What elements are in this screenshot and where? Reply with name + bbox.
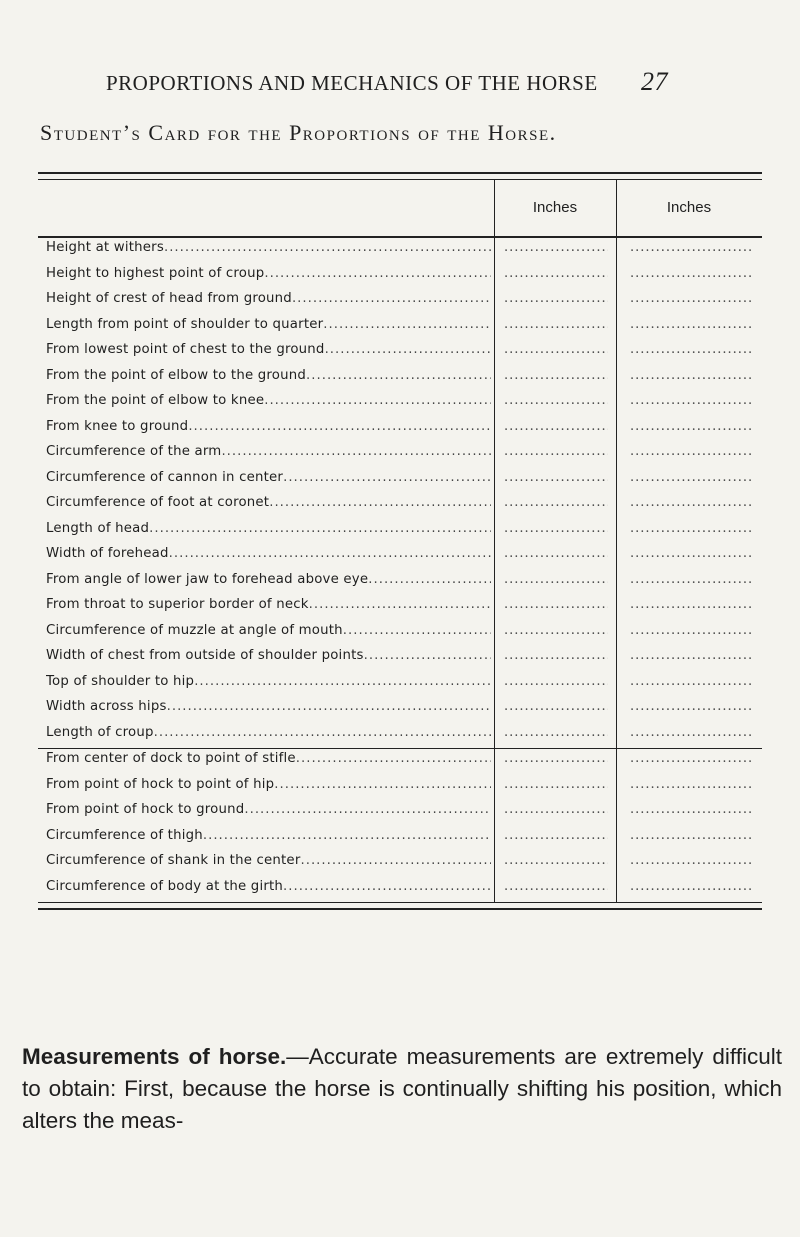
inches-blank-1	[504, 291, 608, 313]
measurement-label-text: From lowest point of chest to the ground	[46, 342, 325, 357]
inches-blank-1	[504, 597, 608, 619]
table-row	[38, 595, 762, 621]
inches-blank-1	[504, 751, 608, 773]
inches-blank-2	[630, 725, 754, 747]
inches-blank-2	[630, 368, 754, 390]
table-row	[38, 697, 762, 723]
measurement-label	[46, 266, 491, 288]
table-row	[38, 800, 762, 826]
table-row	[38, 519, 762, 545]
inches-blank-2	[630, 853, 754, 875]
inches-blank-2	[630, 266, 754, 288]
inches-blank-1	[504, 317, 608, 339]
table-row	[38, 468, 762, 494]
inches-blank-2	[630, 291, 754, 313]
table-row	[38, 289, 762, 315]
inches-blank-2	[630, 751, 754, 773]
measurement-label-text: Height to highest point of croup	[46, 265, 265, 281]
measurement-label	[46, 751, 491, 773]
inches-blank-1	[504, 393, 608, 415]
body-paragraph	[22, 1041, 782, 1137]
table-row	[38, 366, 762, 392]
measurement-label-text: Height of crest of head from ground	[46, 291, 292, 306]
inches-blank-2	[630, 495, 754, 517]
inches-blank-2	[630, 572, 754, 594]
inches-blank-2	[630, 470, 754, 492]
table-row	[38, 851, 762, 877]
inches-blank-2	[630, 699, 754, 721]
measurement-label-text: Circumference of thigh	[46, 827, 203, 843]
card-title: Student’s Card for the Proportions of the Horse.	[40, 120, 557, 145]
measurement-label	[46, 393, 491, 415]
measurement-label-text: Circumference of foot at coronet	[46, 495, 270, 510]
measurement-label	[46, 572, 491, 594]
column-header-inches-1: Inches	[532, 199, 578, 216]
measurement-label	[46, 597, 491, 619]
measurement-label-text: Length from point of shoulder to quarter	[46, 316, 324, 332]
inches-blank-2	[630, 393, 754, 415]
inches-blank-1	[504, 368, 608, 390]
table-top-rule	[38, 172, 762, 180]
measurement-label-text: From knee to ground	[46, 418, 189, 434]
measurement-label	[46, 699, 491, 721]
inches-blank-1	[504, 879, 608, 901]
measurement-label-text: From point of hock to ground	[46, 802, 245, 817]
measurement-label-text: From throat to superior border of neck	[46, 597, 309, 612]
measurement-label	[46, 240, 491, 262]
table-row	[38, 493, 762, 519]
measurement-label	[46, 495, 491, 517]
table-row	[38, 723, 762, 749]
table-row	[38, 775, 762, 801]
measurement-label	[46, 470, 491, 492]
measurement-label	[46, 725, 491, 747]
measurement-label	[46, 802, 491, 824]
measurement-label	[46, 419, 491, 441]
inches-blank-2	[630, 342, 754, 364]
table-row	[38, 391, 762, 417]
table-row	[38, 621, 762, 647]
inches-blank-2	[630, 674, 754, 696]
inches-blank-1	[504, 699, 608, 721]
table-row	[38, 417, 762, 443]
inches-blank-2	[630, 317, 754, 339]
table-row	[38, 646, 762, 672]
inches-blank-1	[504, 546, 608, 568]
inches-blank-2	[630, 419, 754, 441]
inches-blank-1	[504, 674, 608, 696]
inches-blank-1	[504, 802, 608, 824]
inches-blank-1	[504, 419, 608, 441]
inches-blank-1	[504, 266, 608, 288]
inches-blank-1	[504, 521, 608, 543]
column-header-inches-2: Inches	[666, 199, 712, 216]
inches-blank-1	[504, 853, 608, 875]
inches-blank-1	[504, 470, 608, 492]
measurement-label	[46, 623, 491, 645]
measurement-label-text: Circumference of cannon in center	[46, 469, 284, 485]
measurement-label	[46, 368, 491, 390]
running-head-title: PROPORTIONS AND MECHANICS OF THE HORSE	[106, 71, 598, 95]
measurement-label-text: Width across hips	[46, 699, 167, 714]
inches-blank-2	[630, 546, 754, 568]
table-row	[38, 238, 762, 264]
inches-blank-2	[630, 240, 754, 262]
measurement-label	[46, 546, 491, 568]
measurement-table	[38, 172, 762, 910]
measurement-label-text: Length of croup	[46, 724, 154, 740]
measurement-label-text: Width of forehead	[46, 546, 169, 561]
inches-blank-1	[504, 777, 608, 799]
table-row	[38, 570, 762, 596]
measurement-label	[46, 777, 491, 799]
measurement-label-text: Circumference of the arm	[46, 444, 222, 459]
inches-blank-1	[504, 648, 608, 670]
table-row	[38, 315, 762, 341]
measurement-label-text: From point of hock to point of hip	[46, 776, 275, 792]
inches-blank-1	[504, 342, 608, 364]
measurement-label-text: Circumference of body at the girth	[46, 878, 284, 894]
paragraph-text: —Accurate measurements are extremely difficult to obtain: First, because the horse is continually shifting his position, which alters the meas-	[22, 1043, 782, 1133]
inches-blank-2	[630, 879, 754, 901]
inches-blank-1	[504, 725, 608, 747]
table-row	[38, 544, 762, 570]
inches-blank-1	[504, 495, 608, 517]
measurement-label-text: Height at withers	[46, 240, 164, 255]
measurement-label	[46, 444, 491, 466]
measurement-label-text: From the point of elbow to knee	[46, 393, 265, 408]
table-body	[38, 238, 762, 902]
measurement-label-text: Top of shoulder to hip	[46, 673, 195, 689]
measurement-label	[46, 317, 491, 339]
inches-blank-1	[504, 828, 608, 850]
inches-blank-1	[504, 623, 608, 645]
measurement-label	[46, 828, 491, 850]
inches-blank-2	[630, 802, 754, 824]
inches-blank-2	[630, 597, 754, 619]
inches-blank-1	[504, 240, 608, 262]
table-row	[38, 442, 762, 468]
measurement-label	[46, 342, 491, 364]
inches-blank-1	[504, 444, 608, 466]
measurement-label-text: From the point of elbow to the ground	[46, 367, 307, 383]
paragraph-lead: Measurements of horse.	[22, 1043, 287, 1069]
inches-blank-1	[504, 572, 608, 594]
table-row	[38, 749, 762, 775]
table-row	[38, 340, 762, 366]
inches-blank-2	[630, 828, 754, 850]
table-header-row	[38, 180, 762, 236]
table-row	[38, 877, 762, 903]
table-row	[38, 264, 762, 290]
table-row	[38, 826, 762, 852]
inches-blank-2	[630, 623, 754, 645]
measurement-label	[46, 853, 491, 875]
inches-blank-2	[630, 521, 754, 543]
measurement-label-text: From center of dock to point of stifle	[46, 751, 296, 766]
measurement-label-text: Circumference of muzzle at angle of mouth	[46, 622, 343, 638]
measurement-label-text: Width of chest from outside of shoulder points	[46, 648, 364, 663]
inches-blank-2	[630, 777, 754, 799]
measurement-label-text: Length of head	[46, 520, 150, 536]
measurement-label	[46, 879, 491, 901]
table-bottom-rule	[38, 902, 762, 910]
inches-blank-2	[630, 648, 754, 670]
inches-blank-2	[630, 444, 754, 466]
measurement-label-text: From angle of lower jaw to forehead above eye	[46, 571, 369, 587]
measurement-label-text: Circumference of shank in the center	[46, 853, 301, 868]
table-row	[38, 672, 762, 698]
measurement-label	[46, 674, 491, 696]
measurement-label	[46, 648, 491, 670]
measurement-label	[46, 521, 491, 543]
measurement-label	[46, 291, 491, 313]
page-number: 27	[641, 67, 668, 96]
